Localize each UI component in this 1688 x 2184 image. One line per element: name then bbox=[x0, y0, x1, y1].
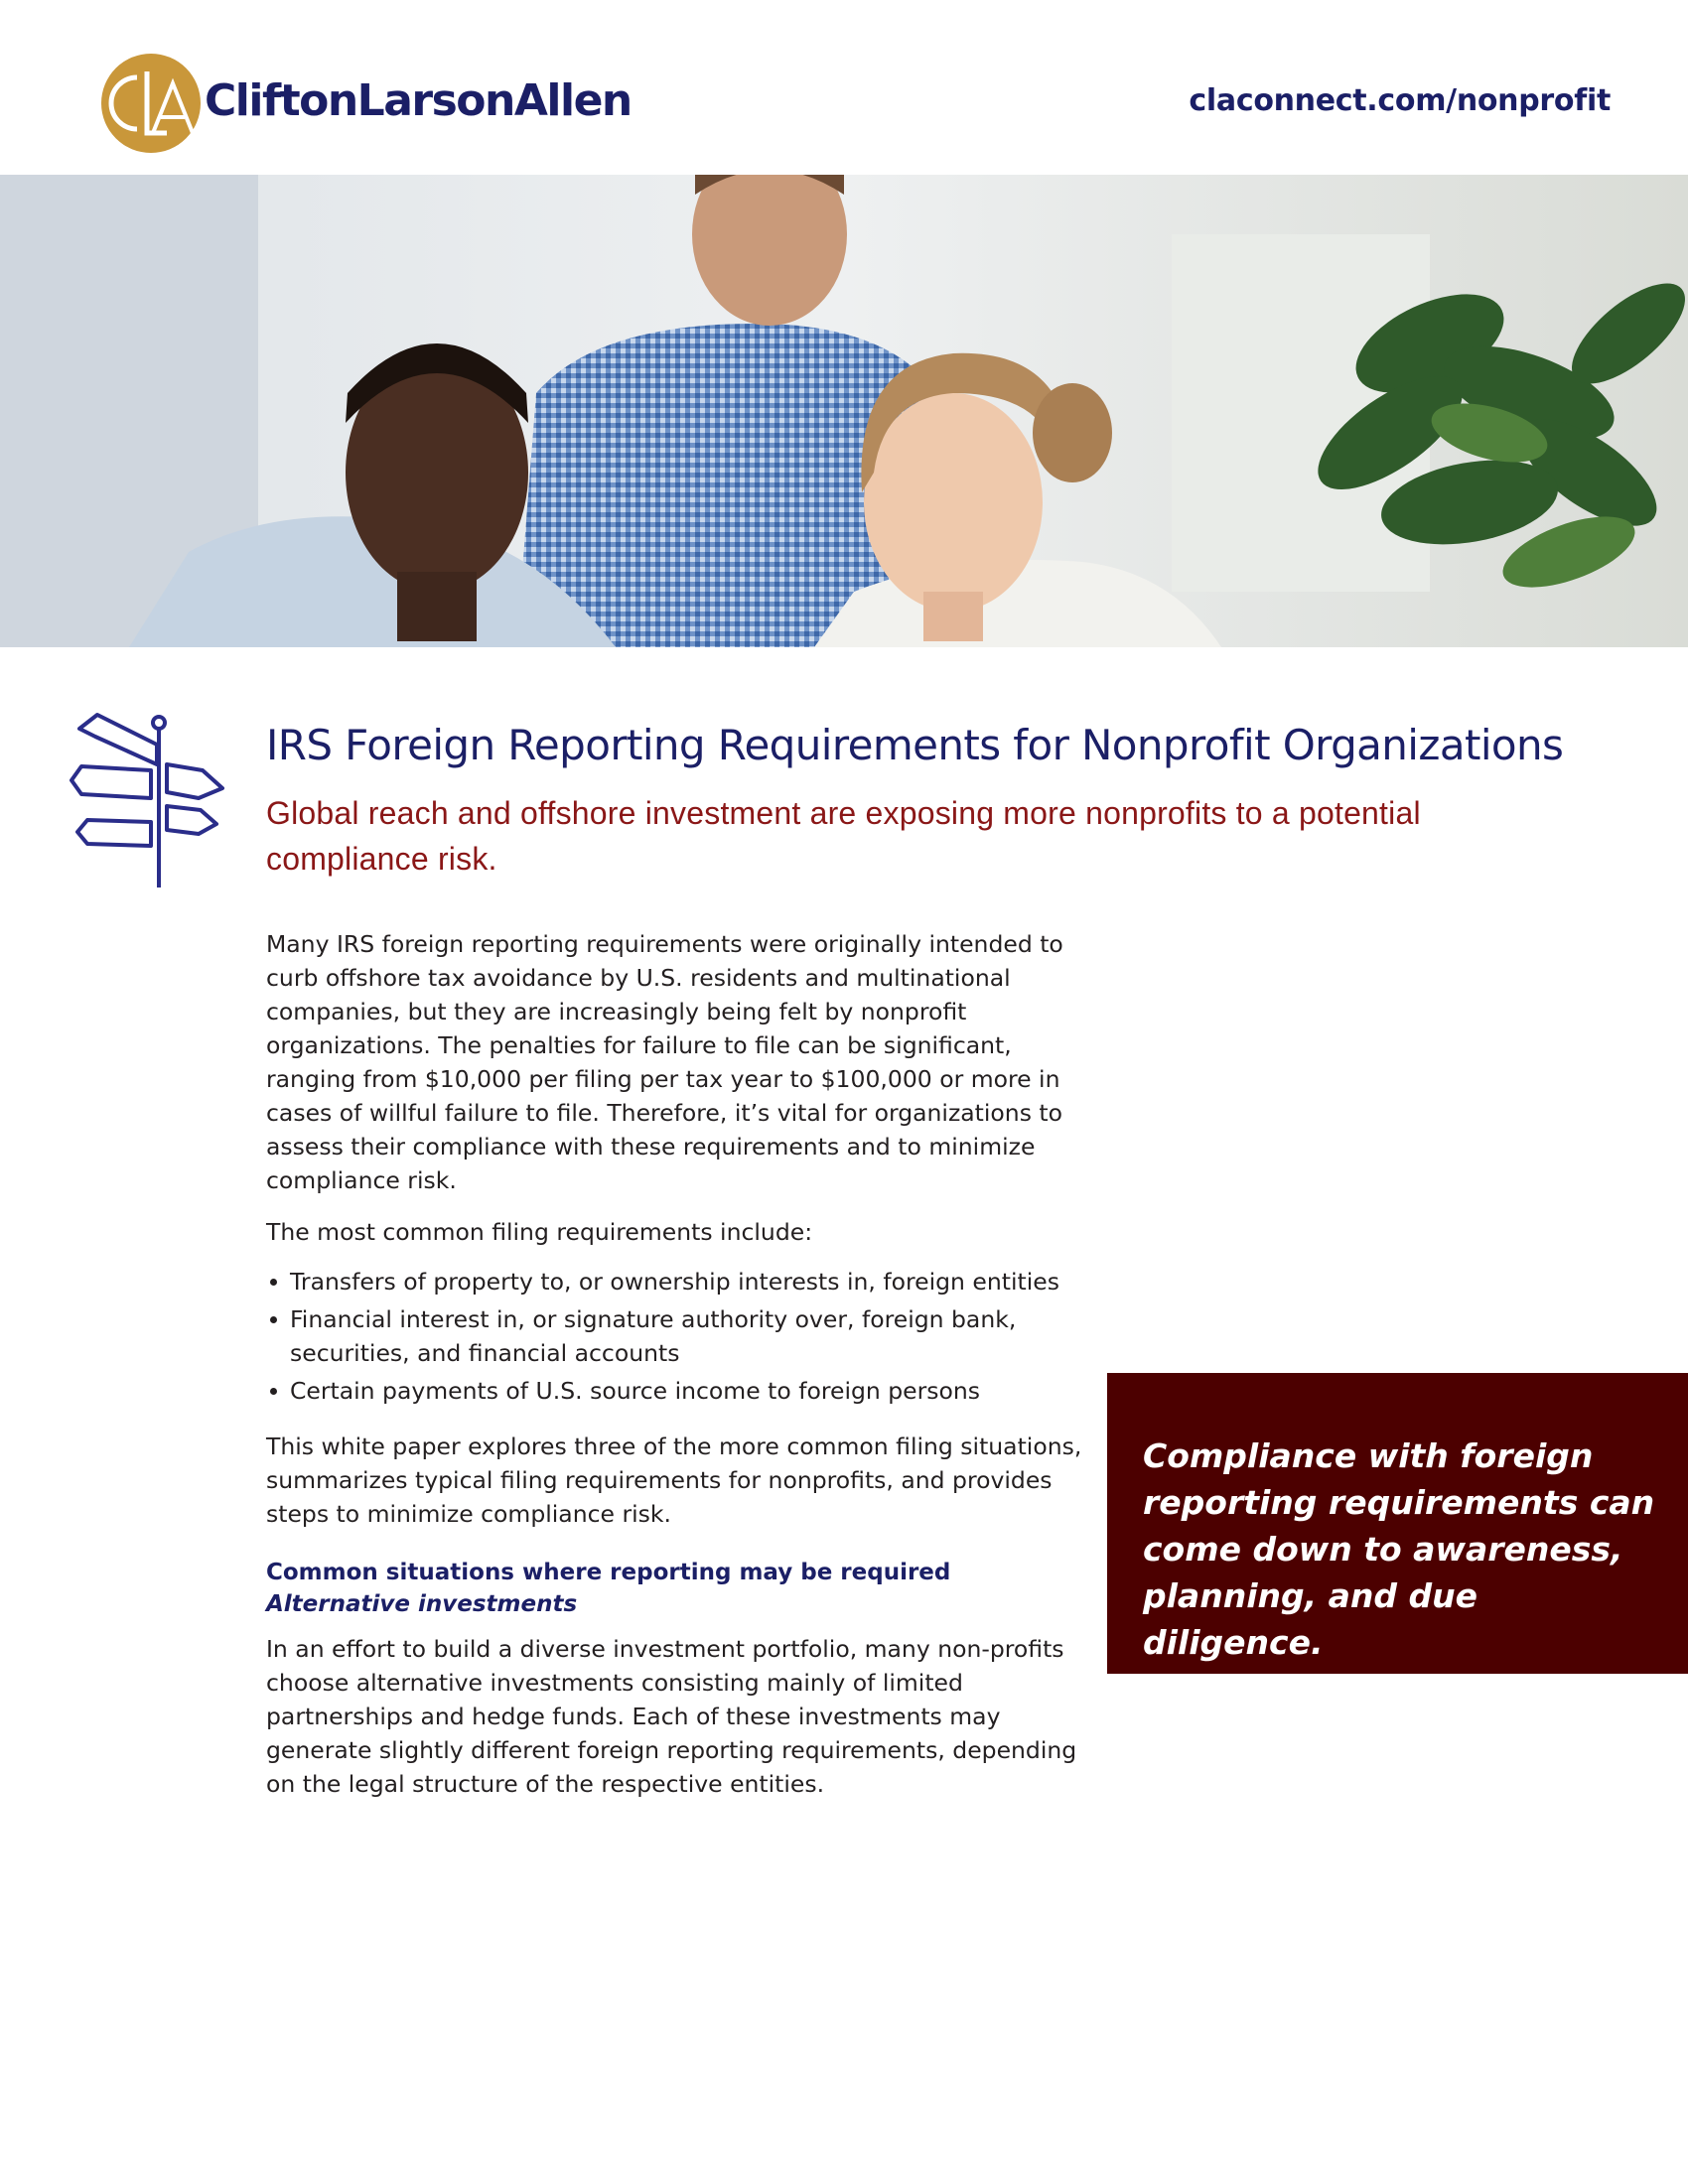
body-column bbox=[266, 927, 1090, 1801]
whitepaper-paragraph: This white paper explores three of the more common filing situations, summarizes typical filing requirements for nonprofits, and provides steps to minimize compliance risk. bbox=[266, 1433, 1082, 1528]
section-subheading: Alternative investments bbox=[266, 1591, 578, 1617]
pull-quote-callout bbox=[1107, 1373, 1688, 1674]
list-item: Certain payments of U.S. source income to foreign persons bbox=[266, 1374, 1090, 1408]
cla-logo-mark-icon bbox=[97, 48, 216, 157]
page-subtitle: Global reach and offshore investment are exposing more nonprofits to a potential compliance risk. bbox=[266, 795, 1421, 877]
page-title: IRS Foreign Reporting Requirements for Nonprofit Organizations bbox=[266, 721, 1564, 769]
website-link[interactable]: claconnect.com/nonprofit bbox=[1189, 83, 1611, 118]
company-logo[interactable] bbox=[97, 48, 653, 157]
list-intro: The most common filing requirements include: bbox=[266, 1218, 813, 1246]
section-paragraph: In an effort to build a diverse investment portfolio, many non-profits choose alternative investments consisting mainly of limited partnerships and hedge funds. Each of these investments may generate slightly different foreign reporting requirements, depending on the legal structure of the respective entities. bbox=[266, 1635, 1077, 1798]
pull-quote-text: Compliance with foreign reporting requirements can come down to awareness, planning, and due diligence. bbox=[1143, 1436, 1655, 1662]
requirements-list bbox=[266, 1265, 1090, 1408]
list-item: Financial interest in, or signature authority over, foreign bank, securities, and financial accounts bbox=[266, 1302, 1090, 1370]
hero-photo bbox=[0, 175, 1688, 647]
logo-wordmark: CliftonLarsonAllen bbox=[205, 75, 632, 126]
intro-paragraph: Many IRS foreign reporting requirements were originally intended to curb offshore tax avoidance by U.S. residents and multinational companies, but they are increasingly being felt by nonprofit organizations. The penalties for failure to file can be significant, ranging from $10,000 per filing per tax year to $100,000 or more in cases of willful failure to file. Therefore, it’s vital for organizations to assess their compliance with these requirements and to minimize compliance risk. bbox=[266, 930, 1063, 1194]
signpost-icon bbox=[68, 707, 226, 895]
list-item: Transfers of property to, or ownership interests in, foreign entities bbox=[266, 1265, 1090, 1298]
section-heading: Common situations where reporting may be required bbox=[266, 1560, 951, 1585]
